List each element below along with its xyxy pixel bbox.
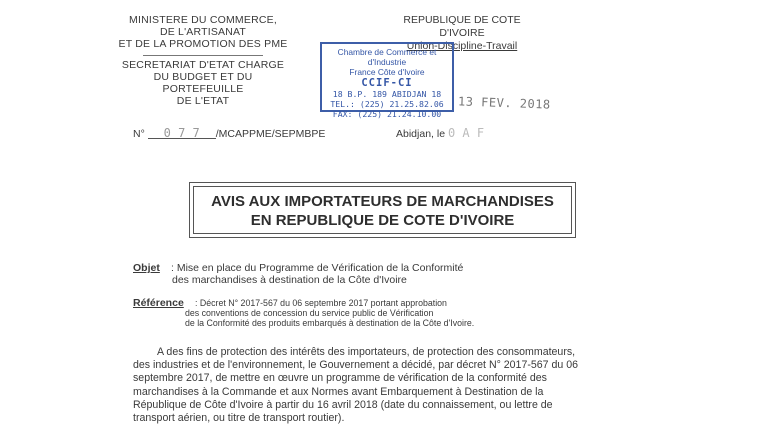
body-line: A des fins de protection des intérêts des importateurs, de protection des consommateurs,: [157, 346, 576, 358]
reference-value: 0 7 7: [148, 128, 216, 139]
body-line: septembre 2017, de mettre en œuvre un programme de vérification de la conformité des: [133, 372, 547, 385]
body-paragraph: [133, 346, 607, 425]
reference-text: des conventions de concession du service public de Vérification: [185, 308, 434, 318]
reference-number: [133, 128, 325, 140]
objet-section: [133, 262, 463, 286]
objet-text: des marchandises à destination de la Côte d'Ivoire: [172, 274, 407, 286]
place-date: [396, 128, 514, 140]
reference-label: Référence: [133, 297, 184, 309]
reference-prefix: N°: [133, 128, 145, 140]
stamp-fax: FAX: (225) 21.24.10.00: [332, 109, 442, 119]
ministry-line: DE L'ARTISANAT: [159, 26, 247, 38]
ministry-line: ET DE LA PROMOTION DES PME: [118, 38, 288, 50]
document-title-line: AVIS AUX IMPORTATEURS DE MARCHANDISES: [211, 193, 554, 210]
stamp-line: France Côte d'Ivoire: [349, 67, 425, 77]
republic-motto: Union-Discipline-Travail: [406, 40, 518, 52]
objet-text: : Mise en place du Programme de Vérification de la Conformité: [171, 262, 464, 274]
reference-section: [133, 298, 474, 328]
document-title-box: [193, 186, 572, 234]
body-line: marchandises à la Commande et aux Normes avant Embarquement à Destination de la: [133, 385, 544, 398]
ministry-line: MINISTERE DU COMMERCE,: [129, 14, 277, 26]
body-line: transport aérien, ou titre de transport routier).: [133, 412, 345, 425]
secretariat-line: DU BUDGET ET DU PORTEFEUILLE: [153, 71, 253, 95]
objet-label: Objet: [133, 262, 160, 274]
secretariat-line: SECRETARIAT D'ETAT CHARGE: [121, 59, 285, 71]
stamp-line: Chambre de Commerce et d'Industrie: [337, 47, 437, 67]
reference-text: de la Conformité des produits embarqués à destination de la Côte d'Ivoire.: [185, 318, 475, 328]
place-label: Abidjan, le: [396, 128, 446, 140]
received-date-stamp: 13 FEV. 2018: [457, 94, 551, 112]
body-line: des industries et de l'environnement, le Gouvernement a décidé, par décret N° 2017-567 du 06: [133, 359, 578, 372]
ministry-header: [118, 14, 288, 107]
reference-suffix: /MCAPPME/SEPMBPE: [215, 128, 326, 140]
stamp-abbreviation: CCIF-CI: [361, 77, 413, 89]
place-date-value: 0 A F: [447, 126, 485, 140]
secretariat-line: DE L'ETAT: [176, 95, 230, 107]
republic-name: REPUBLIQUE DE COTE D'IVOIRE: [403, 14, 521, 39]
stamp-address: 18 B.P. 189 ABIDJAN 18: [332, 89, 442, 99]
reference-text: : Décret N° 2017-567 du 06 septembre 2017 portant approbation: [195, 298, 447, 308]
stamp-phone: TEL.: (225) 21.25.82.06: [330, 99, 444, 109]
header-divider: [143, 55, 263, 56]
body-line: République de Côte d'Ivoire à partir du 16 avril 2018 (date du connaissement, ou lettre de: [133, 398, 553, 411]
document-title-line: EN REPUBLIQUE DE COTE D'IVOIRE: [250, 212, 515, 229]
ccif-stamp: [320, 42, 454, 119]
